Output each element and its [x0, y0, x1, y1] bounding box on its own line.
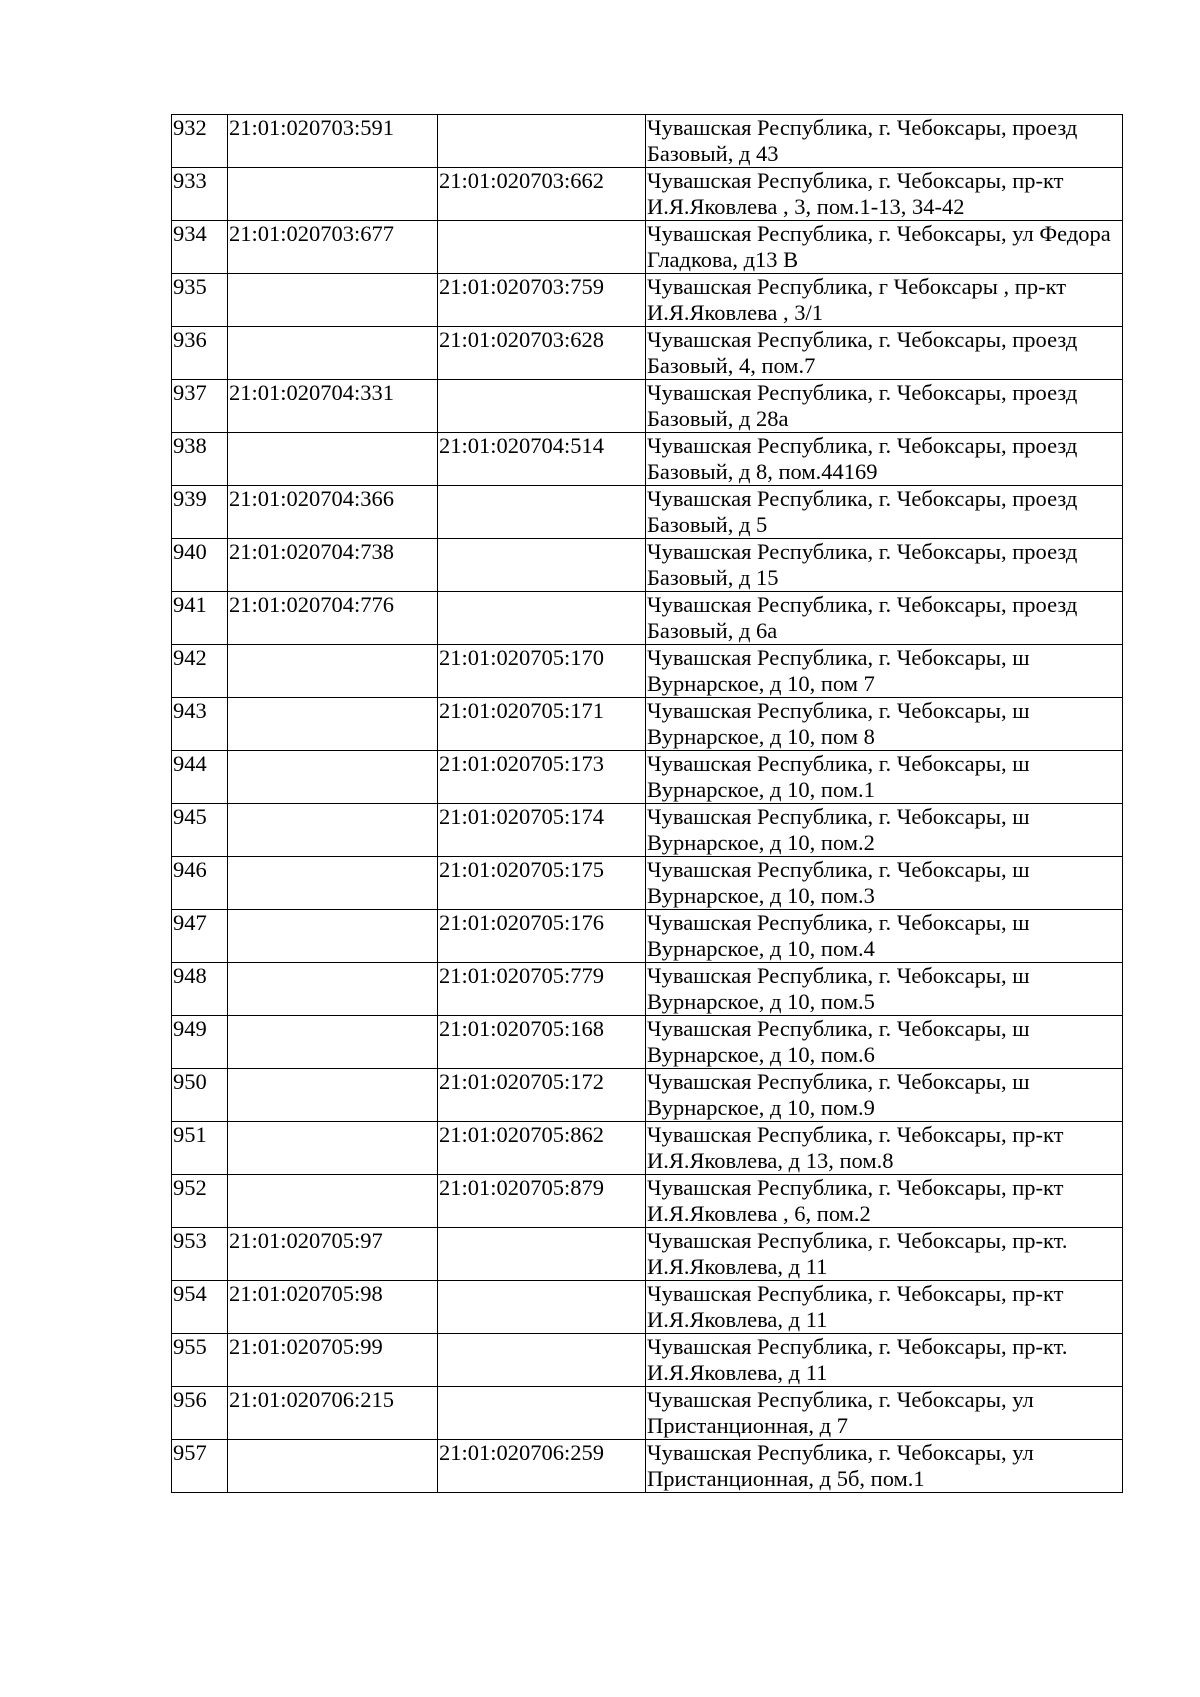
land-cadastral-number-cell: 21:01:020704:331 [228, 380, 438, 433]
table-row [172, 486, 1123, 539]
address-cell: Чувашская Республика, г. Чебоксары, ш Вурнарское, д 10, пом.1 [646, 751, 1123, 804]
land-cadastral-number-cell [228, 857, 438, 910]
land-cadastral-number-cell [228, 168, 438, 221]
building-cadastral-number-cell [438, 1281, 646, 1334]
land-cadastral-number-cell [228, 645, 438, 698]
table-row [172, 168, 1123, 221]
land-cadastral-number-cell [228, 433, 438, 486]
building-cadastral-number-cell [438, 486, 646, 539]
land-cadastral-number-cell [228, 804, 438, 857]
row-number-cell: 957 [172, 1440, 228, 1493]
building-cadastral-number-cell [438, 592, 646, 645]
address-cell: Чувашская Республика, г. Чебоксары, пр-кт И.Я.Яковлева , 3, пом.1-13, 34-42 [646, 168, 1123, 221]
table-row [172, 327, 1123, 380]
row-number-cell: 947 [172, 910, 228, 963]
row-number-cell: 939 [172, 486, 228, 539]
land-cadastral-number-cell: 21:01:020704:776 [228, 592, 438, 645]
table-row [172, 857, 1123, 910]
land-cadastral-number-cell: 21:01:020706:215 [228, 1387, 438, 1440]
table-row [172, 433, 1123, 486]
address-cell: Чувашская Республика, г. Чебоксары, пр-кт. И.Я.Яковлева, д 11 [646, 1334, 1123, 1387]
row-number-cell: 937 [172, 380, 228, 433]
address-cell: Чувашская Республика, г. Чебоксары, ул Федора Гладкова, д13 В [646, 221, 1123, 274]
address-cell: Чувашская Республика, г. Чебоксары, проезд Базовый, д 6а [646, 592, 1123, 645]
table-row [172, 963, 1123, 1016]
row-number-cell: 955 [172, 1334, 228, 1387]
row-number-cell: 950 [172, 1069, 228, 1122]
land-cadastral-number-cell [228, 274, 438, 327]
address-cell: Чувашская Республика, г. Чебоксары, ш Вурнарское, д 10, пом.4 [646, 910, 1123, 963]
building-cadastral-number-cell: 21:01:020703:628 [438, 327, 646, 380]
address-cell: Чувашская Республика, г. Чебоксары, пр-кт. И.Я.Яковлева, д 11 [646, 1228, 1123, 1281]
row-number-cell: 949 [172, 1016, 228, 1069]
row-number-cell: 954 [172, 1281, 228, 1334]
table-row [172, 804, 1123, 857]
building-cadastral-number-cell: 21:01:020705:175 [438, 857, 646, 910]
land-cadastral-number-cell [228, 1122, 438, 1175]
building-cadastral-number-cell [438, 221, 646, 274]
building-cadastral-number-cell: 21:01:020706:259 [438, 1440, 646, 1493]
address-cell: Чувашская Республика, г. Чебоксары, пр-кт И.Я.Яковлева, д 13, пом.8 [646, 1122, 1123, 1175]
row-number-cell: 956 [172, 1387, 228, 1440]
table-row [172, 645, 1123, 698]
address-cell: Чувашская Республика, г. Чебоксары, проезд Базовый, д 43 [646, 115, 1123, 168]
table-row [172, 380, 1123, 433]
land-cadastral-number-cell: 21:01:020703:677 [228, 221, 438, 274]
building-cadastral-number-cell: 21:01:020705:171 [438, 698, 646, 751]
building-cadastral-number-cell [438, 1334, 646, 1387]
building-cadastral-number-cell: 21:01:020705:168 [438, 1016, 646, 1069]
address-cell: Чувашская Республика, г. Чебоксары, ул Пристанционная, д 5б, пом.1 [646, 1440, 1123, 1493]
address-cell: Чувашская Республика, г. Чебоксары, ш Вурнарское, д 10, пом.6 [646, 1016, 1123, 1069]
land-cadastral-number-cell [228, 327, 438, 380]
land-cadastral-number-cell [228, 751, 438, 804]
property-registry-table [171, 114, 1123, 1493]
land-cadastral-number-cell: 21:01:020705:98 [228, 1281, 438, 1334]
table-row [172, 1387, 1123, 1440]
row-number-cell: 948 [172, 963, 228, 1016]
address-cell: Чувашская Республика, г. Чебоксары, пр-кт И.Я.Яковлева , 6, пом.2 [646, 1175, 1123, 1228]
row-number-cell: 945 [172, 804, 228, 857]
building-cadastral-number-cell [438, 115, 646, 168]
row-number-cell: 936 [172, 327, 228, 380]
land-cadastral-number-cell: 21:01:020705:97 [228, 1228, 438, 1281]
address-cell: Чувашская Республика, г. Чебоксары, проезд Базовый, д 5 [646, 486, 1123, 539]
address-cell: Чувашская Республика, г. Чебоксары, ул Пристанционная, д 7 [646, 1387, 1123, 1440]
land-cadastral-number-cell [228, 1069, 438, 1122]
land-cadastral-number-cell [228, 963, 438, 1016]
table-row [172, 1122, 1123, 1175]
building-cadastral-number-cell: 21:01:020703:759 [438, 274, 646, 327]
address-cell: Чувашская Республика, г. Чебоксары, проезд Базовый, д 28а [646, 380, 1123, 433]
building-cadastral-number-cell: 21:01:020705:170 [438, 645, 646, 698]
land-cadastral-number-cell: 21:01:020704:366 [228, 486, 438, 539]
registry-table-body [172, 115, 1123, 1493]
address-cell: Чувашская Республика, г. Чебоксары, ш Вурнарское, д 10, пом.2 [646, 804, 1123, 857]
table-row [172, 1440, 1123, 1493]
building-cadastral-number-cell: 21:01:020705:862 [438, 1122, 646, 1175]
table-row [172, 115, 1123, 168]
table-row [172, 1228, 1123, 1281]
row-number-cell: 951 [172, 1122, 228, 1175]
building-cadastral-number-cell: 21:01:020705:879 [438, 1175, 646, 1228]
building-cadastral-number-cell: 21:01:020705:176 [438, 910, 646, 963]
land-cadastral-number-cell [228, 698, 438, 751]
land-cadastral-number-cell: 21:01:020705:99 [228, 1334, 438, 1387]
building-cadastral-number-cell [438, 1228, 646, 1281]
building-cadastral-number-cell: 21:01:020703:662 [438, 168, 646, 221]
row-number-cell: 941 [172, 592, 228, 645]
land-cadastral-number-cell [228, 1016, 438, 1069]
table-row [172, 1334, 1123, 1387]
address-cell: Чувашская Республика, г. Чебоксары, проезд Базовый, д 15 [646, 539, 1123, 592]
address-cell: Чувашская Республика, г. Чебоксары, ш Вурнарское, д 10, пом 8 [646, 698, 1123, 751]
row-number-cell: 933 [172, 168, 228, 221]
table-row [172, 274, 1123, 327]
table-row [172, 1175, 1123, 1228]
address-cell: Чувашская Республика, г. Чебоксары, ш Вурнарское, д 10, пом.9 [646, 1069, 1123, 1122]
address-cell: Чувашская Республика, г. Чебоксары, ш Вурнарское, д 10, пом 7 [646, 645, 1123, 698]
building-cadastral-number-cell: 21:01:020705:172 [438, 1069, 646, 1122]
address-cell: Чувашская Республика, г. Чебоксары, пр-кт И.Я.Яковлева, д 11 [646, 1281, 1123, 1334]
row-number-cell: 946 [172, 857, 228, 910]
table-row [172, 698, 1123, 751]
row-number-cell: 953 [172, 1228, 228, 1281]
building-cadastral-number-cell: 21:01:020705:173 [438, 751, 646, 804]
building-cadastral-number-cell [438, 539, 646, 592]
row-number-cell: 943 [172, 698, 228, 751]
row-number-cell: 935 [172, 274, 228, 327]
land-cadastral-number-cell: 21:01:020704:738 [228, 539, 438, 592]
table-row [172, 910, 1123, 963]
land-cadastral-number-cell: 21:01:020703:591 [228, 115, 438, 168]
row-number-cell: 938 [172, 433, 228, 486]
table-row [172, 592, 1123, 645]
building-cadastral-number-cell: 21:01:020704:514 [438, 433, 646, 486]
row-number-cell: 942 [172, 645, 228, 698]
building-cadastral-number-cell: 21:01:020705:174 [438, 804, 646, 857]
row-number-cell: 940 [172, 539, 228, 592]
row-number-cell: 934 [172, 221, 228, 274]
building-cadastral-number-cell: 21:01:020705:779 [438, 963, 646, 1016]
row-number-cell: 932 [172, 115, 228, 168]
address-cell: Чувашская Республика, г. Чебоксары, проезд Базовый, д 8, пом.44169 [646, 433, 1123, 486]
address-cell: Чувашская Республика, г Чебоксары , пр-кт И.Я.Яковлева , 3/1 [646, 274, 1123, 327]
table-row [172, 751, 1123, 804]
table-row [172, 1281, 1123, 1334]
address-cell: Чувашская Республика, г. Чебоксары, ш Вурнарское, д 10, пом.3 [646, 857, 1123, 910]
table-row [172, 221, 1123, 274]
building-cadastral-number-cell [438, 1387, 646, 1440]
address-cell: Чувашская Республика, г. Чебоксары, ш Вурнарское, д 10, пом.5 [646, 963, 1123, 1016]
row-number-cell: 952 [172, 1175, 228, 1228]
address-cell: Чувашская Республика, г. Чебоксары, проезд Базовый, 4, пом.7 [646, 327, 1123, 380]
building-cadastral-number-cell [438, 380, 646, 433]
land-cadastral-number-cell [228, 1440, 438, 1493]
table-row [172, 1069, 1123, 1122]
table-row [172, 539, 1123, 592]
table-row [172, 1016, 1123, 1069]
land-cadastral-number-cell [228, 1175, 438, 1228]
row-number-cell: 944 [172, 751, 228, 804]
land-cadastral-number-cell [228, 910, 438, 963]
